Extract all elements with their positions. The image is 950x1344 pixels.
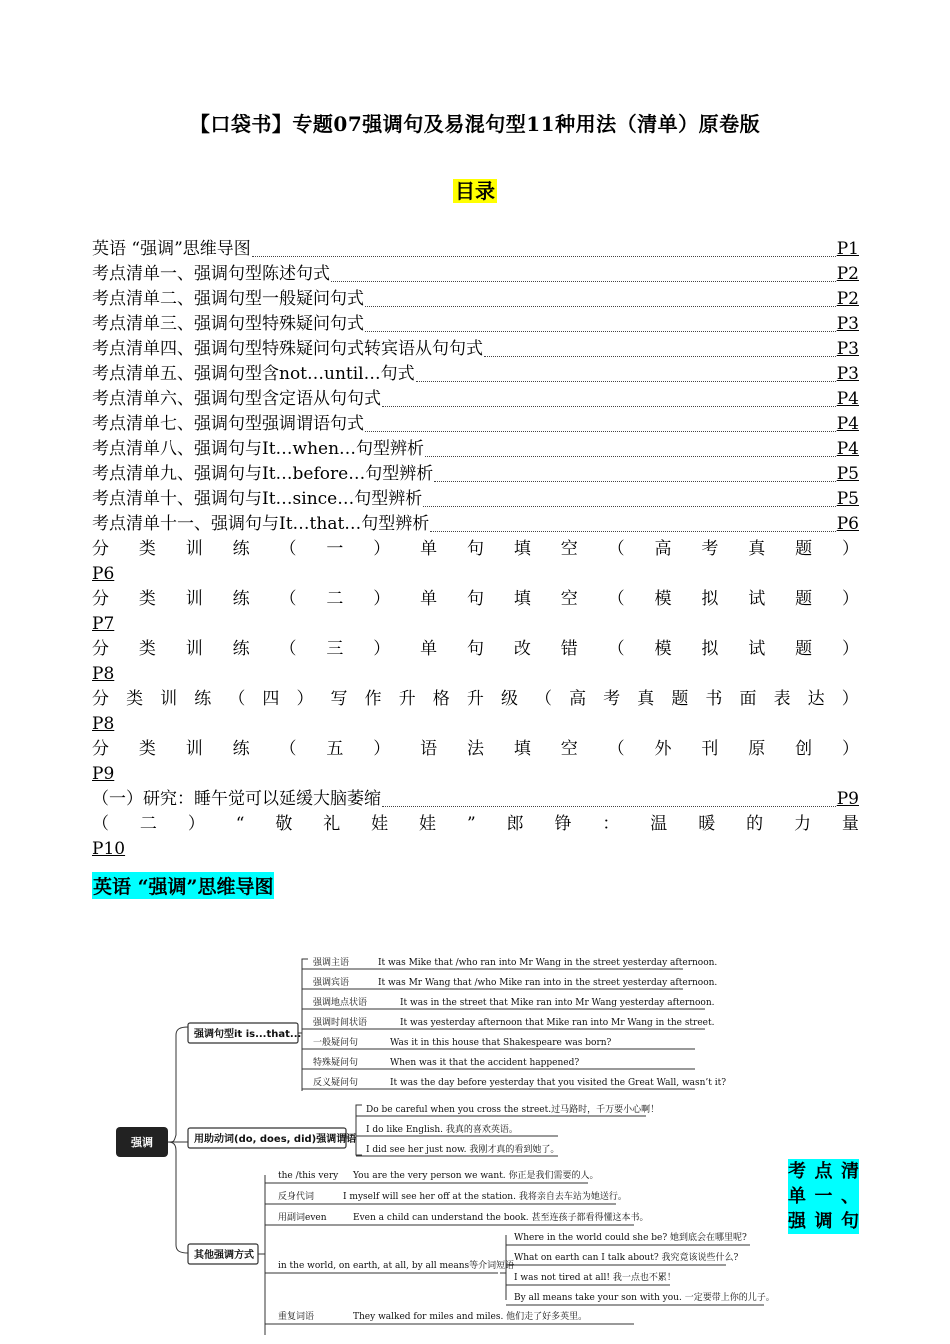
toc-entry-text: 考点清单三、强调句型特殊疑问句式 bbox=[92, 314, 364, 334]
toc-entry-8[interactable] bbox=[92, 412, 859, 437]
toc-char: （ bbox=[535, 689, 553, 709]
table-of-contents bbox=[92, 237, 859, 862]
toc-char: “ bbox=[235, 814, 245, 834]
toc-dot-leader bbox=[252, 255, 836, 257]
toc-char: 类 bbox=[138, 589, 156, 609]
toc-entry-text: 考点清单六、强调句型含定语从句句式 bbox=[92, 389, 381, 409]
toc-char: 刊 bbox=[701, 739, 719, 759]
toc-entry-page: P10 bbox=[92, 839, 126, 859]
toc-char: 拟 bbox=[701, 639, 719, 659]
toc-char: 分 bbox=[92, 589, 109, 609]
toc-char: （ bbox=[92, 814, 109, 834]
toc-entry-text: 考点清单五、强调句型含not…until…句式 bbox=[92, 364, 415, 384]
toc-char: 礼 bbox=[323, 814, 341, 834]
toc-char: 力 bbox=[794, 814, 811, 834]
toc-dot-leader bbox=[382, 805, 836, 807]
toc-entry-text: 英语 “强调”思维导图 bbox=[92, 239, 251, 259]
toc-char: （ bbox=[607, 639, 625, 659]
toc-entry-text: 考点清单二、强调句型一般疑问句式 bbox=[92, 289, 364, 309]
toc-char: 法 bbox=[467, 739, 484, 759]
toc-char: （ bbox=[279, 539, 297, 559]
toc-char: 练 bbox=[232, 539, 250, 559]
toc-entry-page: P8 bbox=[92, 664, 115, 684]
toc-char: 模 bbox=[654, 639, 672, 659]
toc-char: （ bbox=[228, 689, 246, 709]
toc-char: ） bbox=[187, 814, 205, 834]
toc-entry-11[interactable] bbox=[92, 487, 859, 512]
mindmap-branch3-example: They walked for miles and miles. 他们走了好多英里。 bbox=[353, 1312, 588, 1322]
mindmap-leaf-example: It was yesterday afternoon that Mike ran into Mr Wang in the street. bbox=[400, 1018, 715, 1028]
toc-entry-3[interactable] bbox=[92, 287, 859, 312]
toc-char: ） bbox=[373, 639, 391, 659]
toc-entry-text: 考点清单七、强调句型强调谓语句式 bbox=[92, 414, 364, 434]
side-heading-row-2 bbox=[788, 1184, 859, 1209]
toc-char: ” bbox=[466, 814, 476, 834]
toc-char: （ bbox=[279, 739, 297, 759]
toc-entry-page: P3 bbox=[836, 339, 859, 359]
mindmap-branch3-key: 反身代词 bbox=[278, 1192, 315, 1202]
side-heading-char: 清 bbox=[841, 1161, 859, 1182]
toc-char: 单 bbox=[420, 539, 438, 559]
toc-entry-training-3[interactable] bbox=[92, 637, 859, 662]
mindmap-branch3-key: in the world, on earth, at all, by all means等介词短语 bbox=[278, 1261, 515, 1271]
toc-entry-training-1[interactable] bbox=[92, 537, 859, 562]
toc-char: 升 bbox=[466, 689, 484, 709]
toc-char: （ bbox=[607, 539, 625, 559]
toc-entry-training-5[interactable] bbox=[92, 737, 859, 762]
toc-entry-page: P4 bbox=[836, 414, 859, 434]
mindmap-branch-2-label: 用助动词(do, does, did)强调谓语 bbox=[194, 1134, 357, 1145]
toc-char: 练 bbox=[232, 589, 250, 609]
mindmap-branch3-example: You are the very person we want. 你正是我们需要的人。 bbox=[353, 1171, 599, 1181]
mindmap-connector bbox=[168, 1142, 188, 1253]
toc-dot-leader bbox=[331, 280, 836, 282]
toc-char: 训 bbox=[185, 539, 203, 559]
toc-char: 空 bbox=[560, 539, 578, 559]
toc-char: 四 bbox=[262, 689, 280, 709]
toc-char: 一 bbox=[326, 539, 344, 559]
toc-char: 升 bbox=[398, 689, 416, 709]
toc-char: 练 bbox=[232, 639, 250, 659]
toc-entry-7[interactable] bbox=[92, 387, 859, 412]
mindmap-leaf-example: It was Mike that /who ran into Mr Wang in the street yesterday afternoon. bbox=[378, 958, 718, 968]
toc-char: ） bbox=[842, 589, 859, 609]
toc-char: 分 bbox=[92, 539, 109, 559]
toc-char: ） bbox=[373, 589, 391, 609]
toc-char: 题 bbox=[795, 589, 813, 609]
toc-char: 创 bbox=[795, 739, 813, 759]
toc-dot-leader bbox=[365, 430, 836, 432]
toc-char: ） bbox=[296, 689, 314, 709]
mindmap-root-label: 强调 bbox=[131, 1136, 153, 1149]
toc-entry-2[interactable] bbox=[92, 262, 859, 287]
toc-char: ） bbox=[842, 739, 859, 759]
toc-char: 单 bbox=[420, 639, 438, 659]
mindmap-branch3-subexample: What on earth can I talk about? 我究竟该说些什么? bbox=[514, 1253, 739, 1263]
toc-entry-5[interactable] bbox=[92, 337, 859, 362]
toc-heading: 目录 bbox=[455, 179, 495, 203]
toc-entry-page: P2 bbox=[836, 289, 859, 309]
mindmap-branch3-key: the /this very bbox=[278, 1171, 339, 1181]
toc-entry-article-1[interactable] bbox=[92, 787, 859, 812]
toc-entry-page: P7 bbox=[92, 614, 115, 634]
mindmap-branch3-key: 用副词even bbox=[278, 1213, 327, 1223]
toc-char: 真 bbox=[637, 689, 655, 709]
mindmap-connector bbox=[168, 1027, 188, 1142]
toc-entry-1[interactable] bbox=[92, 237, 859, 262]
toc-char: 句 bbox=[467, 539, 484, 559]
mindmap-leaf-example: It was in the street that Mike ran into Mr Wang yesterday afternoon. bbox=[400, 998, 715, 1008]
toc-entry-4[interactable] bbox=[92, 312, 859, 337]
mindmap-leaf-key: 强调地点状语 bbox=[313, 998, 368, 1008]
side-heading-char: 一 bbox=[814, 1186, 833, 1207]
toc-entry-page: P5 bbox=[836, 464, 859, 484]
mindmap-leaf-key: 强调主语 bbox=[313, 958, 350, 968]
toc-dot-leader bbox=[423, 505, 835, 507]
toc-char: 外 bbox=[654, 739, 672, 759]
toc-char: ） bbox=[842, 639, 859, 659]
toc-entry-page: P4 bbox=[836, 389, 859, 409]
toc-char: 二 bbox=[139, 814, 157, 834]
toc-char: 分 bbox=[92, 689, 109, 709]
toc-char: 单 bbox=[420, 589, 438, 609]
mindmap-branch2-example: I did see her just now. 我刚才真的看到她了。 bbox=[366, 1145, 560, 1155]
toc-entry-12[interactable] bbox=[92, 512, 859, 537]
toc-dot-leader bbox=[382, 405, 836, 407]
toc-char: 练 bbox=[194, 689, 212, 709]
toc-char: 训 bbox=[185, 739, 203, 759]
toc-char: ） bbox=[373, 539, 391, 559]
toc-dot-leader bbox=[430, 530, 835, 532]
mindmap-branch-3-label: 其他强调方式 bbox=[194, 1250, 254, 1261]
toc-char: 题 bbox=[671, 689, 689, 709]
mindmap-leaf-example: Was it in this house that Shakespeare was born? bbox=[390, 1038, 612, 1048]
toc-entry-text: 考点清单八、强调句与It…when…句型辨析 bbox=[92, 439, 425, 459]
side-heading-char: 点 bbox=[814, 1161, 833, 1182]
side-heading-char: 、 bbox=[841, 1186, 859, 1207]
mindmap-branch2-example: I do like English. 我真的喜欢英语。 bbox=[366, 1125, 518, 1135]
toc-char: 类 bbox=[138, 539, 156, 559]
toc-char: 二 bbox=[326, 589, 344, 609]
toc-char: ） bbox=[842, 539, 859, 559]
toc-entry-page: P3 bbox=[836, 364, 859, 384]
toc-char: 错 bbox=[560, 639, 578, 659]
toc-char: ） bbox=[841, 689, 859, 709]
toc-char: 分 bbox=[92, 639, 109, 659]
side-heading-char: 单 bbox=[788, 1186, 806, 1207]
toc-char: 模 bbox=[654, 589, 672, 609]
emphasis-mind-map bbox=[110, 945, 790, 1335]
side-heading-char: 句 bbox=[841, 1211, 859, 1232]
mindmap-leaf-key: 强调宾语 bbox=[313, 978, 350, 988]
toc-char: 类 bbox=[126, 689, 144, 709]
toc-entry-page: P5 bbox=[836, 489, 859, 509]
side-heading-checklist-1 bbox=[788, 1159, 859, 1234]
section-heading-mindmap: 英语 “强调”思维导图 bbox=[92, 872, 274, 899]
mindmap-branch-1-label: 强调句型it is...that... bbox=[194, 1029, 302, 1040]
toc-char: 空 bbox=[560, 739, 578, 759]
toc-char: 题 bbox=[795, 639, 813, 659]
toc-char: 三 bbox=[326, 639, 344, 659]
mindmap-branch2-example: Do be careful when you cross the street.过马路时，千万要小心啊！ bbox=[366, 1105, 660, 1115]
toc-char: 填 bbox=[513, 589, 531, 609]
toc-entry-10[interactable] bbox=[92, 462, 859, 487]
toc-dot-leader bbox=[365, 305, 836, 307]
toc-char: （ bbox=[607, 589, 625, 609]
mindmap-leaf-key: 强调时间状语 bbox=[313, 1018, 368, 1028]
toc-entry-6[interactable] bbox=[92, 362, 859, 387]
toc-char: 训 bbox=[185, 639, 203, 659]
toc-entry-article-2[interactable] bbox=[92, 812, 859, 837]
toc-char: 高 bbox=[569, 689, 587, 709]
toc-entry-page: P9 bbox=[836, 789, 859, 809]
toc-char: 拟 bbox=[701, 589, 719, 609]
toc-char: 填 bbox=[513, 739, 531, 759]
mindmap-leaf-key: 一般疑问句 bbox=[313, 1038, 359, 1048]
toc-char: 练 bbox=[232, 739, 250, 759]
mindmap-leaf-key: 特殊疑问句 bbox=[313, 1058, 359, 1068]
toc-char: 填 bbox=[513, 539, 531, 559]
toc-entry-page: P3 bbox=[836, 314, 859, 334]
toc-char: 分 bbox=[92, 739, 109, 759]
toc-char: 句 bbox=[467, 639, 484, 659]
toc-char: 铮 bbox=[554, 814, 572, 834]
toc-entry-training-4[interactable] bbox=[92, 687, 859, 712]
toc-char: 考 bbox=[701, 539, 719, 559]
toc-entry-text: 考点清单十一、强调句与It…that…句型辨析 bbox=[92, 514, 430, 534]
toc-dot-leader bbox=[416, 380, 836, 382]
toc-entry-text: 考点清单一、强调句型陈述句式 bbox=[92, 264, 330, 284]
toc-char: ： bbox=[602, 814, 620, 834]
mindmap-branch3-subexample: By all means take your son with you. 一定要带上你的儿子。 bbox=[514, 1293, 775, 1303]
toc-char: 敬 bbox=[275, 814, 293, 834]
mindmap-branch3-example: I myself will see her off at the station. 我将亲自去车站为她送行。 bbox=[343, 1192, 627, 1202]
toc-char: （ bbox=[279, 589, 297, 609]
toc-char: 考 bbox=[603, 689, 621, 709]
toc-char: 格 bbox=[432, 689, 450, 709]
toc-entry-9[interactable] bbox=[92, 437, 859, 462]
toc-char: 五 bbox=[326, 739, 344, 759]
side-heading-row-3 bbox=[788, 1209, 859, 1234]
toc-entry-page: P8 bbox=[92, 714, 115, 734]
toc-char: 高 bbox=[654, 539, 672, 559]
toc-char: （ bbox=[607, 739, 625, 759]
toc-char: 试 bbox=[748, 639, 766, 659]
toc-entry-text: （一）研究：睡午觉可以延缓大脑萎缩 bbox=[92, 789, 381, 809]
mindmap-leaf-example: When was it that the accident happened? bbox=[390, 1058, 580, 1068]
toc-entry-page: P2 bbox=[836, 264, 859, 284]
toc-char: （ bbox=[279, 639, 297, 659]
toc-entry-page: P9 bbox=[92, 764, 115, 784]
toc-char: 娃 bbox=[371, 814, 389, 834]
toc-char: 句 bbox=[467, 589, 484, 609]
toc-heading-wrap bbox=[0, 175, 950, 204]
toc-entry-page: P6 bbox=[836, 514, 859, 534]
toc-char: ） bbox=[373, 739, 391, 759]
toc-char: 郎 bbox=[506, 814, 524, 834]
document-title: 【口袋书】专题07强调句及易混句型11种用法（清单）原卷版 bbox=[189, 112, 761, 136]
toc-dot-leader bbox=[425, 455, 836, 457]
toc-char: 量 bbox=[841, 814, 859, 834]
toc-entry-page: P6 bbox=[92, 564, 115, 584]
toc-char: 空 bbox=[560, 589, 578, 609]
side-heading-row-1 bbox=[788, 1159, 859, 1184]
toc-char: 面 bbox=[739, 689, 757, 709]
toc-entry-page: P1 bbox=[836, 239, 859, 259]
toc-entry-text: 考点清单十、强调句与It…since…句型辨析 bbox=[92, 489, 423, 509]
toc-char: 题 bbox=[795, 539, 813, 559]
side-heading-char: 考 bbox=[788, 1161, 806, 1182]
toc-char: 温 bbox=[650, 814, 668, 834]
mindmap-branch3-subexample: I was not tired at all! 我一点也不累！ bbox=[514, 1273, 676, 1283]
toc-char: 试 bbox=[748, 589, 766, 609]
toc-char: 类 bbox=[138, 639, 156, 659]
toc-entry-training-2[interactable] bbox=[92, 587, 859, 612]
toc-entry-page: P4 bbox=[836, 439, 859, 459]
toc-char: 暖 bbox=[698, 814, 716, 834]
toc-char: 训 bbox=[185, 589, 203, 609]
toc-char: 原 bbox=[748, 739, 766, 759]
mindmap-branch3-subexample: Where in the world could she be? 她到底会在哪里呢? bbox=[514, 1233, 747, 1243]
toc-dot-leader bbox=[434, 480, 836, 482]
toc-char: 的 bbox=[746, 814, 764, 834]
toc-char: 语 bbox=[420, 739, 438, 759]
toc-char: 改 bbox=[513, 639, 531, 659]
toc-entry-text: 考点清单四、强调句型特殊疑问句式转宾语从句句式 bbox=[92, 339, 483, 359]
side-heading-char: 强 bbox=[788, 1211, 806, 1232]
toc-char: 表 bbox=[773, 689, 791, 709]
toc-dot-leader bbox=[484, 355, 836, 357]
toc-char: 真 bbox=[748, 539, 766, 559]
toc-char: 作 bbox=[364, 689, 382, 709]
mindmap-connector bbox=[298, 959, 308, 1033]
mindmap-leaf-example: It was the day before yesterday that you visited the Great Wall, wasn’t it? bbox=[390, 1078, 727, 1088]
mindmap-leaf-example: It was Mr Wang that /who Mike ran into in the street yesterday afternoon. bbox=[378, 978, 718, 988]
toc-entry-text: 考点清单九、强调句与It…before…句型辨析 bbox=[92, 464, 434, 484]
mindmap-leaf-key: 反义疑问句 bbox=[313, 1078, 359, 1088]
mindmap-connector bbox=[258, 1175, 265, 1335]
toc-char: 类 bbox=[138, 739, 156, 759]
toc-char: 级 bbox=[500, 689, 518, 709]
mindmap-connector bbox=[346, 1105, 362, 1155]
toc-dot-leader bbox=[365, 330, 836, 332]
toc-char: 达 bbox=[807, 689, 825, 709]
side-heading-char: 调 bbox=[814, 1211, 833, 1232]
toc-char: 书 bbox=[705, 689, 723, 709]
toc-char: 训 bbox=[160, 689, 178, 709]
mindmap-branch3-example: Even a child can understand the book. 甚至连孩子都看得懂这本书。 bbox=[353, 1213, 649, 1223]
mindmap-branch3-key: 重复词语 bbox=[278, 1312, 315, 1322]
toc-char: 写 bbox=[330, 689, 348, 709]
toc-char: 娃 bbox=[419, 814, 437, 834]
